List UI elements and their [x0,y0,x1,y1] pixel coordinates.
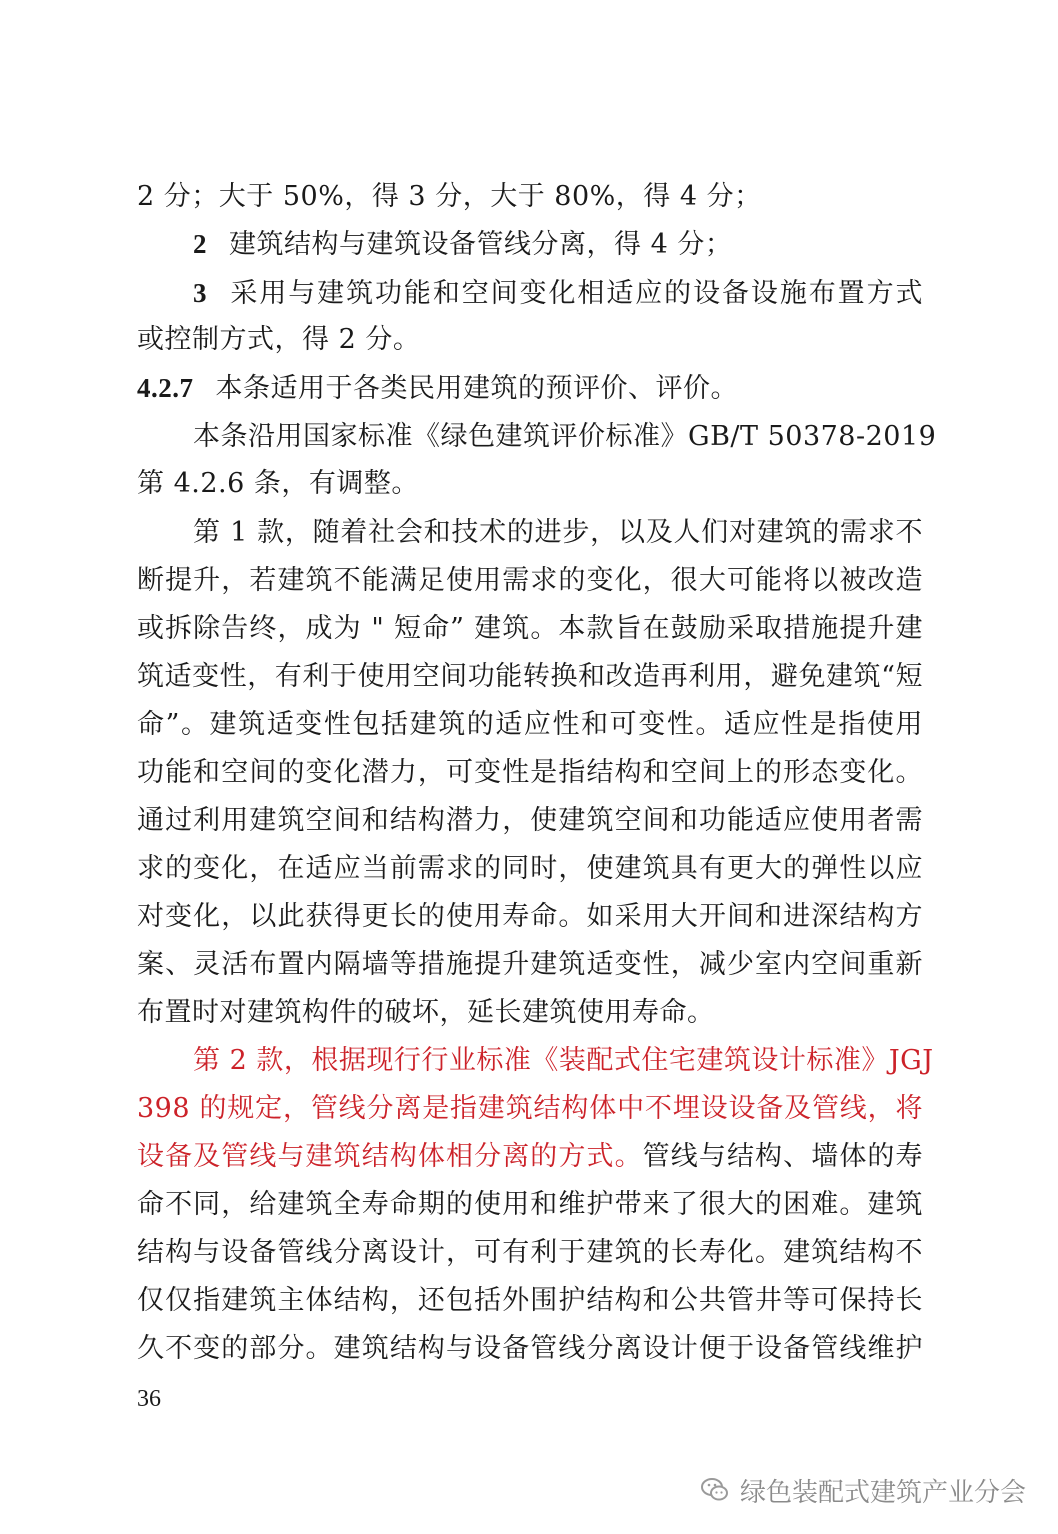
text-line [137,1188,923,1222]
text-line [137,180,923,214]
line-text: 管线与结构、墙体的寿 [642,1141,924,1172]
text-line [137,900,923,934]
list-item-text: 采用与建筑功能和空间变化相适应的设备设施布置方式 [229,278,923,309]
line-text: 第 4.2.6 条，有调整。 [137,468,419,499]
page-number: 36 [137,1386,161,1412]
text-line [137,467,923,501]
line-text: 对变化，以此获得更长的使用寿命。如采用大开间和进深结构方 [137,901,923,932]
text-line [137,564,923,598]
text-line [137,1236,923,1270]
text-line [193,420,937,454]
line-text: 功能和空间的变化潜力，可变性是指结构和空间上的形态变化。 [137,757,923,788]
line-text: 2 分；大于 50%，得 3 分，大于 80%，得 4 分； [137,181,762,212]
text-line [137,852,923,886]
line-text: 或拆除告终，成为 " 短命” 建筑。本款旨在鼓励采取措施提升建 [137,613,923,644]
list-item [193,227,923,261]
watermark [700,1470,1026,1510]
text-line [137,804,923,838]
line-text: 求的变化，在适应当前需求的同时，使建筑具有更大的弹性以应 [137,853,923,884]
text-line [137,1332,923,1366]
line-text: 仅仅指建筑主体结构，还包括外围护结构和公共管井等可保持长 [137,1285,923,1316]
watermark-text: 绿色装配式建筑产业分会 [740,1477,1027,1508]
line-text: 案、灵活布置内隔墙等措施提升建筑适变性，减少室内空间重新 [137,949,923,980]
line-text: 结构与设备管线分离设计，可有利于建筑的长寿化。建筑结构不 [137,1237,923,1268]
clause-text: 本条适用于各类民用建筑的预评价、评价。 [215,373,738,404]
line-text: 布置时对建筑构件的破坏，延长建筑使用寿命。 [137,997,715,1028]
text-line [137,948,923,982]
list-item [193,276,923,310]
list-number: 3 [193,278,207,308]
line-text: 第 1 款，随着社会和技术的进步，以及人们对建筑的需求不 [193,517,923,548]
line-text: 命不同，给建筑全寿命期的使用和维护带来了很大的困难。建筑 [137,1189,923,1220]
text-line [193,516,923,550]
text-line-highlighted [193,1044,934,1078]
text-line [137,996,923,1030]
line-text: 398 的规定，管线分离是指建筑结构体中不埋设设备及管线，将 [137,1093,923,1124]
line-text: 命”。建筑适变性包括建筑的适应性和可变性。适应性是指使用 [137,709,923,740]
line-text: 久不变的部分。建筑结构与设备管线分离设计便于设备管线维护 [137,1333,923,1364]
line-text: 断提升，若建筑不能满足使用需求的变化，很大可能将以被改造 [137,565,923,596]
text-line-highlighted [137,1092,923,1126]
list-item-text: 建筑结构与建筑设备管线分离，得 4 分； [229,229,733,260]
text-line [137,1284,923,1318]
highlighted-text: 设备及管线与建筑结构体相分离的方式。 [137,1141,643,1172]
text-line [137,323,923,357]
line-text: 筑适变性，有利于使用空间功能转换和改造再利用，避免建筑“短 [137,661,923,692]
clause-number: 4.2.7 [137,373,194,403]
text-line [137,708,923,742]
line-text: 第 2 款，根据现行行业标准《装配式住宅建筑设计标准》JGJ [193,1045,934,1076]
text-line [137,612,923,646]
list-number: 2 [193,229,207,259]
text-line [137,756,923,790]
line-text: 本条沿用国家标准《绿色建筑评价标准》GB/T 50378-2019 [193,421,937,452]
line-text: 通过利用建筑空间和结构潜力，使建筑空间和功能适应使用者需 [137,805,923,836]
text-line [137,1140,923,1174]
text-line [137,660,923,694]
line-text: 或控制方式，得 2 分。 [137,324,421,355]
wechat-icon [700,1475,730,1505]
clause-heading [137,371,923,405]
